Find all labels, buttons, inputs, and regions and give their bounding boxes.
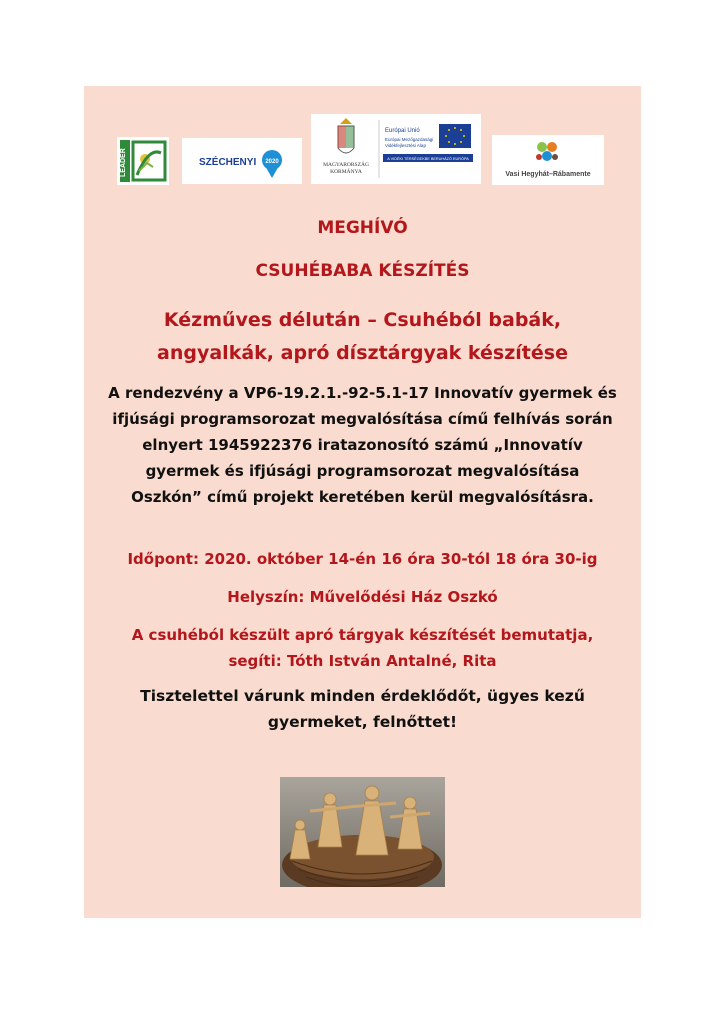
intro-paragraph (90, 380, 635, 510)
intro-line: A rendezvény a VP6-19.2.1.-92-5.1-17 Innovatív gyermek és (108, 384, 617, 402)
headline (84, 304, 641, 370)
presenter-line-1: A csuhéból készült apró tárgyak készítését bemutatja, (131, 626, 594, 644)
szechenyi-2020-logo (182, 138, 302, 184)
corn-husk-dolls-photo (280, 777, 445, 887)
vasi-hegyhat-logo (492, 135, 604, 185)
intro-line: ifjúsági programsorozat megvalósítása című felhívás során (112, 410, 613, 428)
event-time: Időpont: 2020. október 14-én 16 óra 30-tól 18 óra 30-ig (127, 550, 598, 568)
leader-logo (117, 137, 169, 185)
vasi-text: Vasi Hegyhát–Rábamente (505, 171, 591, 178)
headline-line-2: angyalkák, apró dísztárgyak készítése (157, 342, 568, 364)
government-eu-logo (311, 114, 481, 184)
intro-line: elnyert 1945922376 iratazonosító számú „Innovatív (142, 436, 583, 454)
leader-text: LEADER (120, 148, 127, 177)
closing-line-2: gyermeket, felnőttet! (267, 713, 458, 731)
subtitle: CSUHÉBABA KÉSZÍTÉS (255, 261, 470, 281)
title: MEGHÍVÓ (317, 218, 408, 238)
intro-line: Oszkón” című projekt keretében kerül megvalósításra. (131, 488, 594, 506)
eu-line1: Európai Unió (385, 128, 420, 134)
intro-line: gyermek és ifjúsági programsorozat megvalósítása (145, 462, 580, 480)
presenter-info (84, 622, 641, 674)
szechenyi-year: 2020 (265, 159, 279, 165)
gov-line2: KORMÁNYA (330, 169, 362, 175)
szechenyi-text: SZÉCHENYI (199, 157, 257, 168)
eu-banner: A VIDÉKI TÉRSÉGEKBE BERUHÁZÓ EURÓPA (387, 157, 469, 161)
headline-line-1: Kézműves délután – Csuhéból babák, (163, 309, 562, 331)
gov-line1: MAGYARORSZÁG (323, 162, 369, 168)
closing-line-1: Tisztelettel várunk minden érdeklődőt, ügyes kezű (140, 687, 585, 705)
presenter-line-2: segíti: Tóth István Antalné, Rita (228, 652, 497, 670)
eu-line2: Európai Mezőgazdasági (385, 137, 434, 142)
closing-invitation (84, 683, 641, 735)
eu-line3: Vidékfejlesztési Alap (385, 143, 426, 148)
event-location: Helyszín: Művelődési Ház Oszkó (227, 588, 498, 606)
